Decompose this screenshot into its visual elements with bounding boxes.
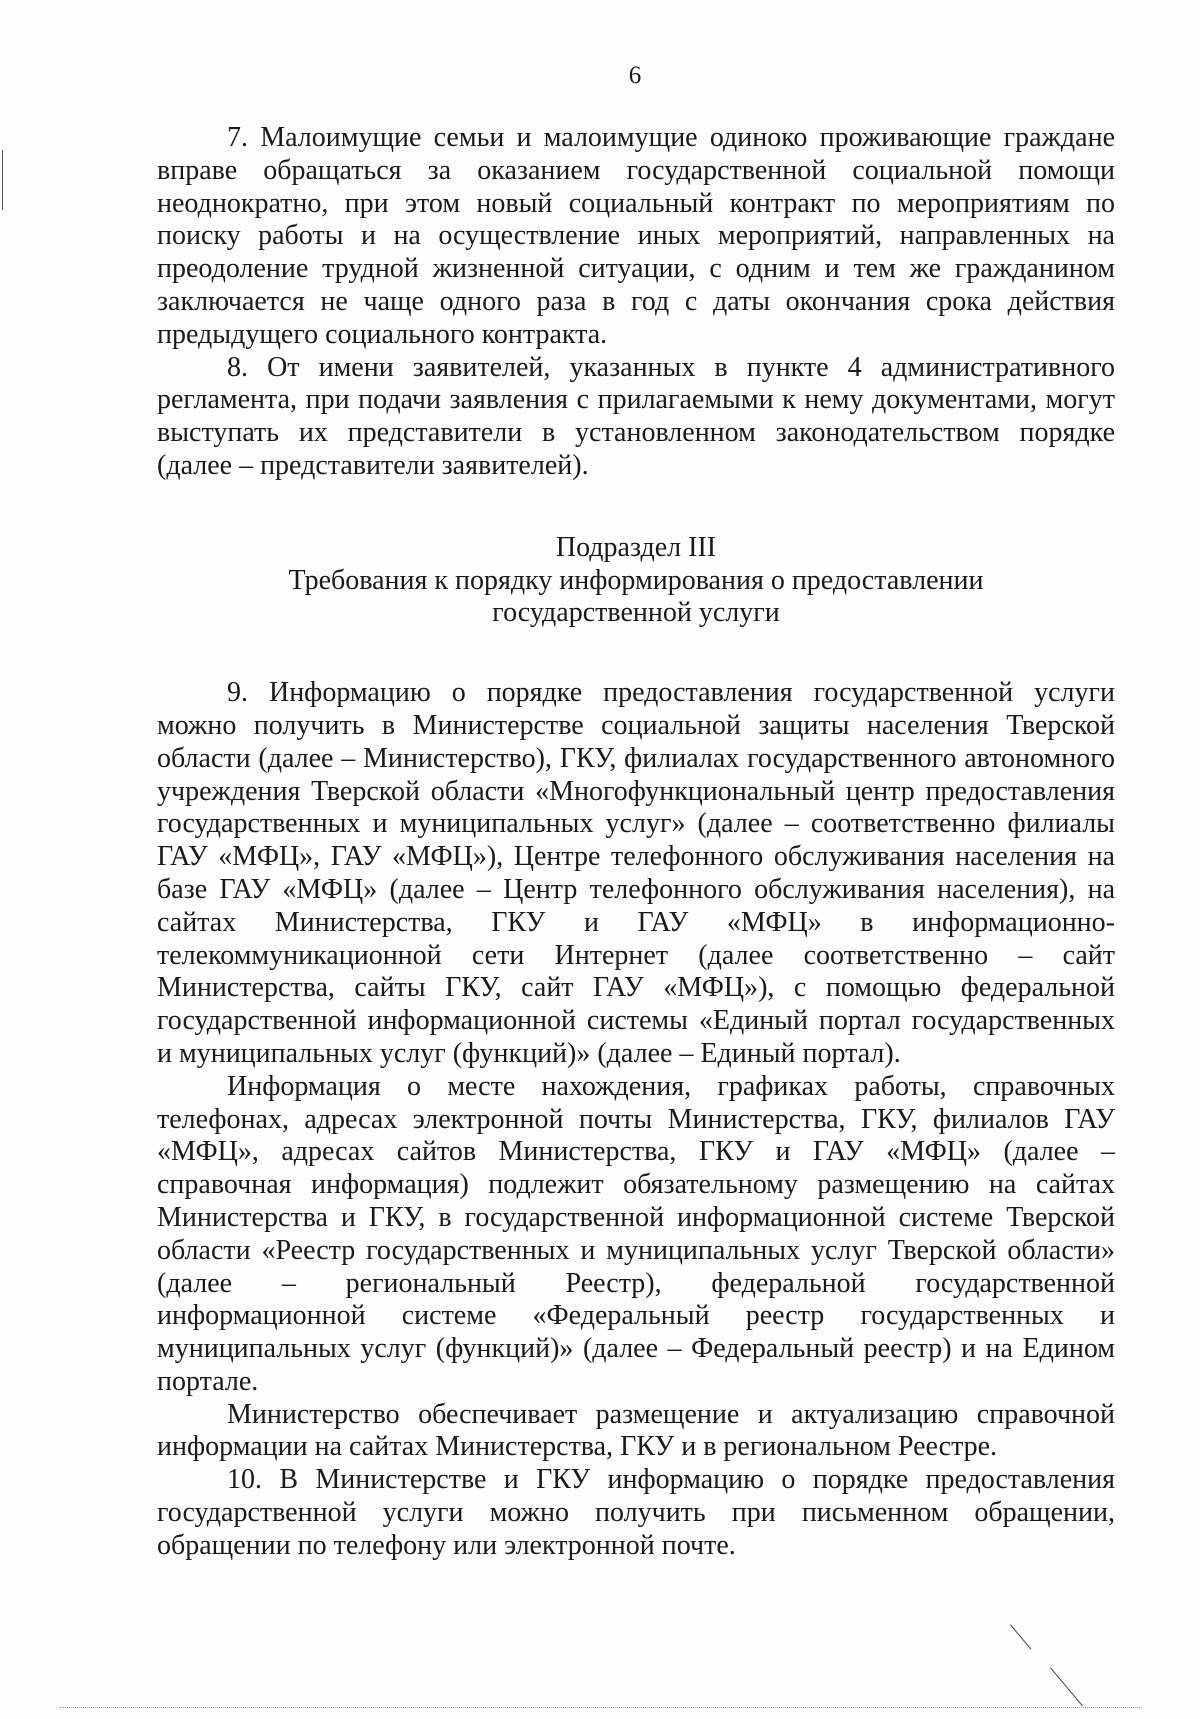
subsection-number: Подраздел III [555, 531, 717, 563]
scan-stroke-mark [1010, 1624, 1031, 1649]
subsection-title-line2: государственной услуги [492, 597, 780, 629]
document-body [157, 122, 1115, 1563]
paragraph-9-info: Информация о месте нахождения, графиках работы, справочных телефонах, адресах электронной почты Министерства, ГКУ, филиалов ГАУ «МФЦ», адресах сайтов Министерства, ГКУ и ГАУ «МФЦ» (далее – справочная информация) подлежит обязательному размещению на сайтах Министерства и ГКУ, в государственной информационной системе Тверской области «Реестр государственных и муниципальных услуг Тверской области» (далее – региональный Реестр), федеральной государственной информационной системе «Федеральный реестр государственных и муниципальных услуг (функций)» (далее – Федеральный реестр) и на Едином портале. [157, 1070, 1115, 1397]
paragraph-7: 7. Малоимущие семьи и малоимущие одиноко проживающие граждане вправе обращаться за оказанием государственной социальной помощи неоднократно, при этом новый социальный контракт по мероприятиям по поиску работы и на осуществление иных мероприятий, направленных на преодоление трудной жизненной ситуации, с одним и тем же гражданином заключается не чаще одного раза в год с даты окончания срока действия предыдущего социального контракта. [157, 122, 1115, 350]
paragraph-8: 8. От имени заявителей, указанных в пункте 4 административного регламента, при подачи заявления с прилагаемыми к нему документами, могут выступать их представители в установленном законодательством порядке (далее – представители заявителей). [157, 351, 1115, 481]
scan-edge-mark [2, 150, 3, 210]
scan-stroke-mark [1050, 1667, 1083, 1706]
subsection-heading [157, 532, 1115, 630]
scan-bottom-edge [60, 1707, 1140, 1708]
paragraph-9: 9. Информацию о порядке предоставления государственной услуги можно получить в Министерстве социальной защиты населения Тверской области (далее – Министерство), ГКУ, филиалах государственного автономного учреждения Тверской области «Многофункциональный центр предоставления государственных и муниципальных услуг» (далее – соответственно филиалы ГАУ «МФЦ», ГАУ «МФЦ»), Центре телефонного обслуживания населения на базе ГАУ «МФЦ» (далее – Центр телефонного обслуживания населения), на сайтах Министерства, ГКУ и ГАУ «МФЦ» в информационно-телекоммуникационной сети Интернет (далее соответственно – сайт Министерства, сайты ГКУ, сайт ГАУ «МФЦ»), с помощью федеральной государственной информационной системы «Единый портал государственных и муниципальных услуг (функций)» (далее – Единый портал). [157, 677, 1115, 1069]
subsection-title-line1: Требования к порядку информирования о предоставлении [288, 564, 984, 596]
paragraph-10: 10. В Министерстве и ГКУ информацию о порядке предоставления государственной услуги можно получить при письменном обращении, обращении по телефону или электронной почте. [157, 1464, 1115, 1561]
paragraph-9-ministry: Министерство обеспечивает размещение и актуализацию справочной информации на сайтах Министерства, ГКУ и в региональном Реестре. [157, 1398, 1115, 1463]
page-number: 6 [628, 62, 642, 89]
